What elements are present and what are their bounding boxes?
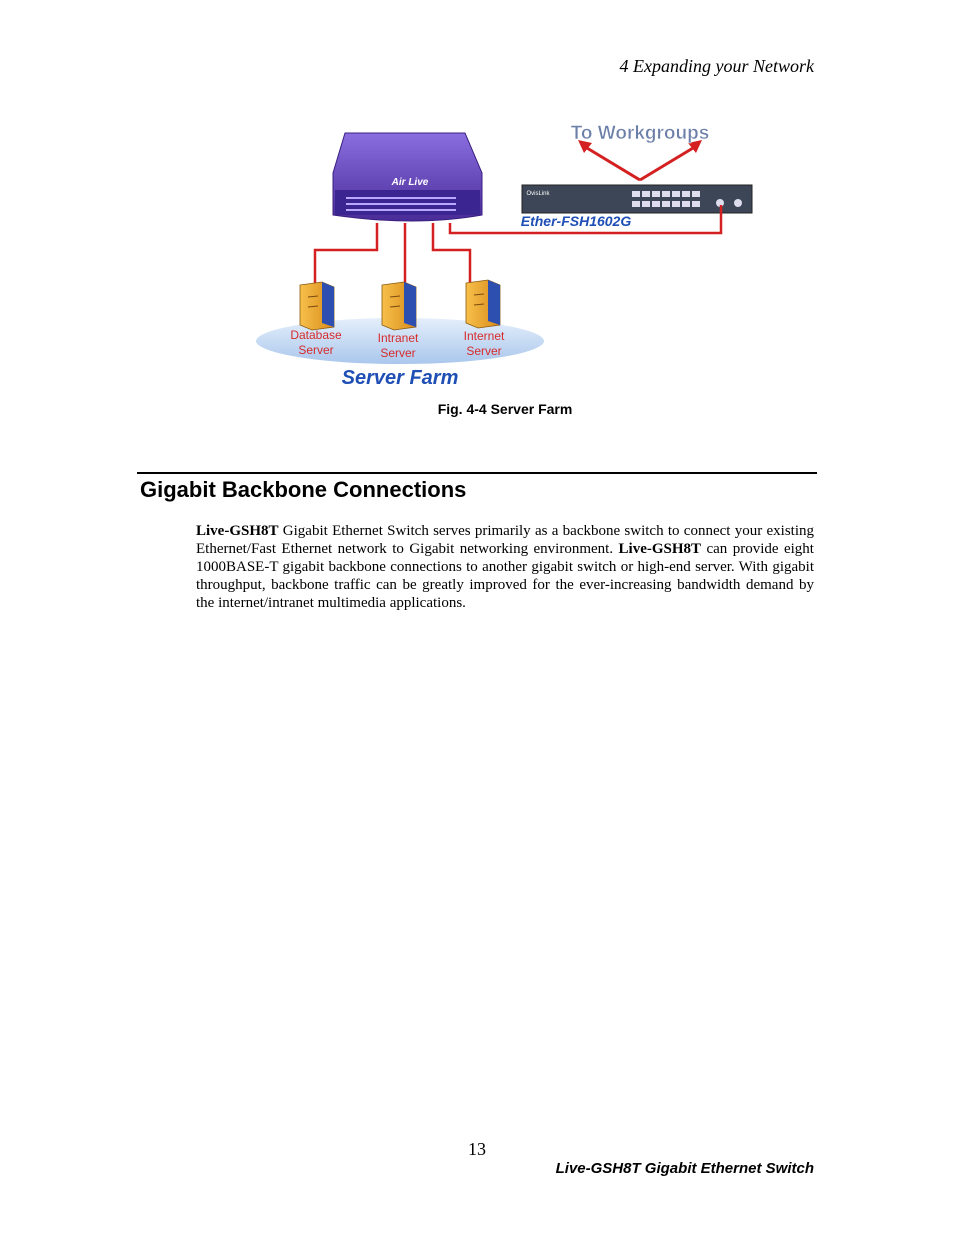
- workgroups-label: To Workgroups: [570, 123, 710, 144]
- page-number: 13: [468, 1139, 486, 1159]
- ether-switch-icon: [522, 185, 752, 213]
- product-name-bold: Live-GSH8T: [196, 523, 279, 539]
- server-farm-figure: [250, 115, 760, 395]
- database-server-icon: [300, 282, 334, 330]
- server-label-line2: Server: [298, 343, 334, 357]
- workgroups-arrows: [578, 140, 702, 180]
- server-label-line2: Server: [380, 346, 416, 360]
- running-header: 4 Expanding your Network: [619, 56, 814, 76]
- paragraph-text: can provide eight 1000BASE-T gigabit backbone connections to another gigabit switch or high-end server. With gigabit throughput, backbone traffic can be greatly improved for the ever-increasing bandwidth demand by the internet/intranet multimedia applications.: [196, 541, 814, 611]
- paragraph-text: Gigabit Ethernet Switch serves primarily as a backbone switch to connect your existing Ethernet/Fast Ethernet network to Gigabit networking environment.: [196, 523, 814, 557]
- product-name-bold: Live-GSH8T: [618, 541, 702, 557]
- internet-server-icon: [466, 280, 500, 328]
- section-heading: Gigabit Backbone Connections: [140, 477, 467, 502]
- section-divider: [137, 472, 817, 474]
- body-paragraph: [196, 522, 814, 612]
- server-label-line1: Intranet: [377, 331, 419, 345]
- ether-switch-brand-label: OvisLink: [526, 191, 550, 197]
- server-farm-label: Server Farm: [341, 367, 459, 389]
- figure-caption: Fig. 4-4 Server Farm: [437, 401, 573, 417]
- intranet-server-icon: [382, 282, 416, 330]
- server-label-line1: Internet: [463, 329, 505, 343]
- ether-switch-model-label: Ether-FSH1602G: [520, 213, 632, 229]
- running-footer: Live-GSH8T Gigabit Ethernet Switch: [555, 1160, 814, 1177]
- server-label-line2: Server: [466, 344, 502, 358]
- server-label-line1: Database: [290, 328, 342, 342]
- airlive-brand-label: Air Live: [391, 177, 429, 188]
